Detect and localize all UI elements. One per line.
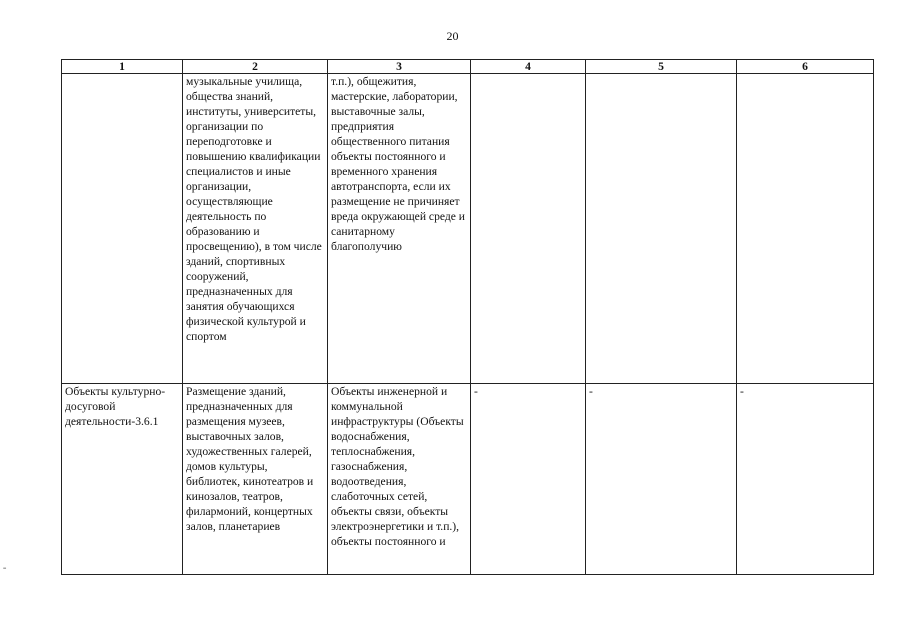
table-cell: Размещение зданий, предназначенных для размещения музеев, выставочных залов, художественных галерей, домов культуры, библиотек, кинотеатров и кинозалов, театров, филармоний, концертных залов, планетариев	[183, 384, 328, 575]
table-cell: -	[471, 384, 586, 575]
table-cell	[586, 74, 737, 384]
column-header-1: 1	[62, 60, 183, 74]
table-cell	[471, 74, 586, 384]
table-cell: -	[737, 384, 874, 575]
table-cell	[737, 74, 874, 384]
column-header-3: 3	[328, 60, 471, 74]
table-cell: Объекты культурно-досуговой деятельности-3.6.1	[62, 384, 183, 575]
column-header-6: 6	[737, 60, 874, 74]
table-cell: -	[586, 384, 737, 575]
table-row	[62, 384, 874, 575]
table-cell	[62, 74, 183, 384]
margin-mark: ≡	[3, 566, 7, 572]
table-cell: Объекты инженерной и коммунальной инфраструктуры (Объекты водоснабжения, теплоснабжения, газоснабжения, водоотведения, слаботочных сетей, объекты связи, объекты электроэнергетики и т.п.), объекты постоянного и	[328, 384, 471, 575]
column-header-4: 4	[471, 60, 586, 74]
land-use-table	[61, 59, 874, 575]
page-number: 20	[446, 29, 459, 43]
table-row	[62, 74, 874, 384]
table-cell: т.п.), общежития, мастерские, лаборатории, выставочные залы, предприятия общественного питания объекты постоянного и временного хранения автотранспорта, если их размещение не причиняет вреда окружающей среде и санитарному благополучию	[328, 74, 471, 384]
table-cell: музыкальные училища, общества знаний, институты, университеты, организации по переподготовке и повышению квалификации специалистов и иные организации, осуществляющие деятельность по образованию и просвещению), в том числе зданий, спортивных сооружений, предназначенных для занятия обучающихся физической культурой и спортом	[183, 74, 328, 384]
table-header-row	[62, 60, 874, 74]
column-header-2: 2	[183, 60, 328, 74]
column-header-5: 5	[586, 60, 737, 74]
